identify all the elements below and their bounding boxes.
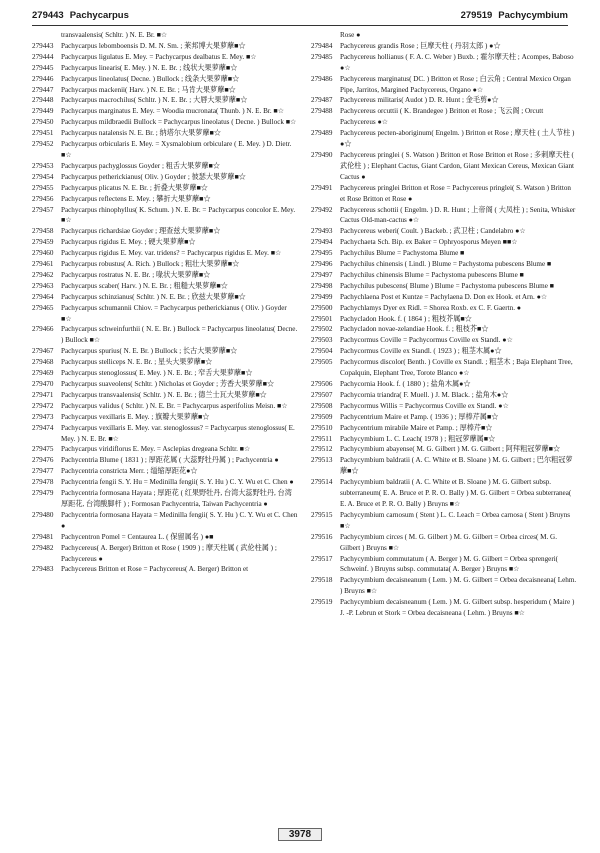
entry-number: 279450 xyxy=(32,118,54,127)
dictionary-entry xyxy=(32,303,298,325)
entry-number: 279453 xyxy=(32,161,54,170)
entry-number: 279493 xyxy=(311,227,333,236)
dictionary-entry xyxy=(32,85,298,96)
entry-number: 279459 xyxy=(32,238,54,247)
entry-text: Pachycarpus spurius( N. E. Br. ) Bullock ; 长古大果萝藦■☆ xyxy=(61,347,238,356)
entry-number: 279452 xyxy=(32,140,54,149)
entry-columns xyxy=(32,30,577,826)
entry-text: Pachycereus Britton et Rose = Pachycereus( A. Berger) Britton et xyxy=(61,565,249,574)
dictionary-entry xyxy=(32,161,298,172)
entry-text: Pachycarpus richardsiae Goyder ; 理查兹大果萝藦■☆ xyxy=(61,227,221,236)
entry-text: Pachychlamys Dyer ex Ridl. = Shorea Roxb. ex C. F. Gaertn. ● xyxy=(340,303,522,312)
dictionary-entry xyxy=(311,401,577,412)
entry-number: 279447 xyxy=(32,85,54,94)
entry-number: 279469 xyxy=(32,369,54,378)
dictionary-entry xyxy=(32,455,298,466)
dictionary-entry xyxy=(311,477,577,510)
dictionary-entry xyxy=(311,226,577,237)
entry-number: 279513 xyxy=(311,456,333,465)
entry-text: Pachycarpus petherickianus( Oliv. ) Goyder ; 彼瑟大果萝藦■☆ xyxy=(61,172,246,181)
dictionary-entry xyxy=(311,30,577,41)
entry-text: Pachycereus grandis Rose ; 巨摩天柱 ( 丹羽太郎 ) ●☆ xyxy=(340,41,501,50)
entry-number: 279490 xyxy=(311,150,333,159)
entry-text: Pachycentria formosana Hayata ; 厚距花 ( 红果野牡丹, 台湾大蕊野牡丹, 台湾厚距花, 台湾酸脚杆 ) ; Formosan Pachycentria, Taiwan Pachycentria ● xyxy=(61,489,292,508)
entry-number: 279471 xyxy=(32,390,54,399)
dictionary-entry xyxy=(311,434,577,445)
entry-number: 279467 xyxy=(32,347,54,356)
entry-text: Pachycarpus rostratus N. E. Br. ; 喙状大果萝藦■☆ xyxy=(61,270,211,279)
entry-number: 279468 xyxy=(32,358,54,367)
dictionary-entry xyxy=(32,128,298,139)
dictionary-entry xyxy=(32,63,298,74)
entry-number: 279507 xyxy=(311,390,333,399)
entry-number: 279492 xyxy=(311,205,333,214)
entry-number: 279451 xyxy=(32,129,54,138)
dictionary-entry xyxy=(311,324,577,335)
entry-text: Pachycymbium circes ( M. G. Gilbert ) M. G. Gilbert = Orbea circes( M. G. Gilbert ) Bruyns ■☆ xyxy=(340,532,557,552)
dictionary-entry xyxy=(32,346,298,357)
entry-text: Pachycarpus stelliceps N. E. Br. ; 星头大果萝藦■☆ xyxy=(61,358,213,367)
header-left xyxy=(32,10,129,21)
entry-number: 279487 xyxy=(311,96,333,105)
entry-text: Pachycarpus pachyglossus Goyder ; 粗舌大果萝藦■☆ xyxy=(61,161,221,170)
entry-text: Pachycarpus robustus( A. Rich. ) Bullock ; 粗壮大果萝藦■☆ xyxy=(61,260,240,269)
dictionary-entry xyxy=(32,270,298,281)
header-left-title: Pachycarpus xyxy=(69,10,129,21)
dictionary-entry xyxy=(311,575,577,597)
entry-number: 279491 xyxy=(311,183,333,192)
dictionary-entry xyxy=(32,52,298,63)
dictionary-entry xyxy=(32,281,298,292)
entry-number: 279506 xyxy=(311,380,333,388)
entry-text: Pachycarpus reflectens E. Mey. ; 攀折大果萝藦■☆ xyxy=(61,194,211,203)
entry-text: Pachycarpus mackenii( Harv. ) N. E. Br. ; 马肯大果萝藦■☆ xyxy=(61,85,236,94)
entry-text: Pachycarpus schinzianus( Schltr. ) N. E. Br. ; 欣兹大果萝藦■☆ xyxy=(61,292,246,301)
entry-text: Pachycymbium baldratii ( A. C. White et B. Sloane ) M. G. Gilbert subsp. subterraneum( E. A. Bruce et P. R. O. Bally ) M. G. Gilbert = Orbea subterranea( E. A. Bruce et P. R. O. Bally ) Bruyns ■☆ xyxy=(340,478,572,508)
dictionary-entry xyxy=(311,303,577,314)
header-right-title: Pachycymbium xyxy=(498,10,568,21)
dictionary-entry xyxy=(32,41,298,52)
dictionary-entry xyxy=(311,205,577,227)
entry-number: 279518 xyxy=(311,576,333,585)
dictionary-entry xyxy=(32,324,298,346)
dictionary-entry xyxy=(311,554,577,576)
entry-text: Pachycentrium Maire et Pamp. ( 1936 ) ; 厚棒芹属■☆ xyxy=(340,412,499,421)
entry-text: Pachycentria formosana Hayata = Medinilla fengii( S. Y. Hu ) C. Y. Wu et C. Chen ● xyxy=(61,510,298,530)
entry-text: Pachycormus Coville ex Standl. ( 1923 ) ; 粗茎木属●☆ xyxy=(340,347,502,356)
entry-text: Pachycentria Blume ( 1831 ) ; 厚距花属 ( 大蕊野牡丹属 ) ; Pachycentria ● xyxy=(61,456,279,465)
entry-number: 279464 xyxy=(32,292,54,301)
entry-number: 279504 xyxy=(311,347,333,356)
entry-text: Pachycarpus viridiflorus E. Mey. = Asclepias dregeana Schltr. ■☆ xyxy=(61,445,251,454)
entry-number: 279499 xyxy=(311,292,333,301)
entry-text: Pachycymbium abayense( M. G. Gilbert ) M. G. Gilbert ; 阿拜粗冠萝藦■☆ xyxy=(340,445,561,454)
dictionary-entry xyxy=(32,357,298,368)
dictionary-entry xyxy=(32,412,298,423)
dictionary-entry xyxy=(32,248,298,259)
entry-text: Pachycormus discolor( Benth. ) Coville ex Standl. ; 粗茎木 ; Baja Elephant Tree, Copalquin, Elephant Tree, Torote Blanco ●☆ xyxy=(340,358,573,378)
dictionary-entry xyxy=(311,597,577,619)
entry-text: Pachycarpus schumannii Chiov. = Pachycarpus petherickianus ( Oliv. ) Goyder ■☆ xyxy=(61,303,287,323)
entry-number: 279479 xyxy=(32,489,54,498)
dictionary-entry xyxy=(311,455,577,477)
entry-number: 279477 xyxy=(32,467,54,476)
dictionary-entry xyxy=(311,270,577,281)
entry-text: Pachycladon Hook. f. ( 1864 ) ; 粗枝芥属■☆ xyxy=(340,314,472,323)
entry-number: 279481 xyxy=(32,532,54,541)
dictionary-entry xyxy=(311,423,577,434)
entry-text: Pachychilus chinensis ( Lindl. ) Blume = Pachystoma pubescens Blume ■ xyxy=(340,260,552,269)
entry-number: 279496 xyxy=(311,260,333,269)
entry-number: 279509 xyxy=(311,412,333,421)
entry-number: 279512 xyxy=(311,445,333,454)
dictionary-entry xyxy=(311,52,577,74)
entry-text: Pachycarpus marginatus E. Mey. = Woodia mucronata( Thunb. ) N. E. Br. ■☆ xyxy=(61,107,285,116)
entry-number: 279472 xyxy=(32,401,54,410)
dictionary-entry xyxy=(32,95,298,106)
entry-number: 279470 xyxy=(32,380,54,388)
entry-number: 279502 xyxy=(311,325,333,334)
dictionary-entry xyxy=(32,139,298,161)
entry-text: Pachycarpus rigidus E. Mey. ; 硬大果萝藦■☆ xyxy=(61,238,196,247)
dictionary-entry xyxy=(32,390,298,401)
entry-text: Pachycentrium mirabile Maire et Pamp. ; 厚棒芹■☆ xyxy=(340,423,493,432)
entry-number: 279458 xyxy=(32,227,54,236)
entry-number: 279465 xyxy=(32,303,54,312)
entry-text: Pachycymbium L. C. Leach( 1978 ) ; 粗冠萝藦属■☆ xyxy=(340,434,496,443)
header-rule xyxy=(32,25,568,26)
entry-number: 279476 xyxy=(32,456,54,465)
entry-text: Pachycarpus linearis( E. Mey. ) N. E. Br. ; 线状大果萝藦■☆ xyxy=(61,63,238,72)
entry-number: 279466 xyxy=(32,325,54,334)
entry-number: 279456 xyxy=(32,194,54,203)
dictionary-entry xyxy=(32,259,298,270)
entry-text: Pachycymbium commutatum ( A. Berger ) M. G. Gilbert = Orbea sprengeri( Schweinf. ) Bruyns subsp. commutata( A. Berger ) Bruyns ■☆ xyxy=(340,554,559,574)
dictionary-entry xyxy=(32,466,298,477)
entry-number: 279444 xyxy=(32,52,54,61)
entry-text: Rose ● xyxy=(340,31,361,39)
entry-text: Pachycarpus lineolatus( Decne. ) Bullock ; 线条大果萝藦■☆ xyxy=(61,74,240,83)
dictionary-entry xyxy=(32,183,298,194)
dictionary-entry xyxy=(311,532,577,554)
entry-number: 279449 xyxy=(32,107,54,116)
entry-text: Pachycarpus lebomboensis D. M. N. Sm. ; 莱邦博大果萝藦■☆ xyxy=(61,41,246,50)
entry-text: Pachycornia triandra( F. Muell. ) J. M. Black. ; 盐角木●☆ xyxy=(340,390,509,399)
dictionary-entry xyxy=(32,106,298,117)
entry-text: Pachycarpus mildbraedii Bullock = Pachycarpus lineolatus ( Decne. ) Bullock ■☆ xyxy=(61,118,297,127)
entry-text: Pachycormus Willis = Pachycormus Coville ex Standl. ●☆ xyxy=(340,401,510,410)
entry-number: 279473 xyxy=(32,412,54,421)
entry-text: Pachycentria fengii S. Y. Hu = Medinilla fengii( S. Y. Hu ) C. Y. Wu et C. Chen ● xyxy=(61,478,294,487)
dictionary-entry xyxy=(32,292,298,303)
entry-text: Pachycymbium decaisneanum ( Lem. ) M. G. Gilbert = Orbea decaisneana( Lehm. ) Bruyns ■☆ xyxy=(340,576,577,596)
dictionary-entry xyxy=(311,510,577,532)
entry-number: 279475 xyxy=(32,445,54,454)
header-left-code: 279443 xyxy=(32,10,64,21)
entry-text: Pachycereus schottii ( Engelm. ) D. R. Hunt ; 上帝阁 ( 大凤柱 ) ; Senita, Whisker Cactus Old-man-cactus ●☆ xyxy=(340,205,576,225)
entry-text: Pachycarpus natalensis N. E. Br. ; 纳塔尔大果萝藦■☆ xyxy=(61,129,221,138)
dictionary-entry xyxy=(32,401,298,412)
dictionary-entry xyxy=(32,226,298,237)
entry-text: Pachycereus marginatus( DC. ) Britton et Rose ; 白云角 ; Central Mexico Organ Pipe, Jarritos, Margined Pachycereus, Organo ●☆ xyxy=(340,74,571,94)
dictionary-entry xyxy=(32,117,298,128)
entry-number: 279455 xyxy=(32,183,54,192)
entry-text: Pachycarpus transvaalensis( Schltr. ) N. E. Br. ; 德兰士瓦大果萝藦■☆ xyxy=(61,390,267,399)
entry-number: 279497 xyxy=(311,270,333,279)
entry-text: Pachycarpus ligulatus E. Mey. = Pachycarpus dealbatus E. Mey. ■☆ xyxy=(61,52,257,61)
entry-number: 279519 xyxy=(311,598,333,607)
entry-number: 279482 xyxy=(32,543,54,552)
page-footer xyxy=(0,829,600,840)
dictionary-entry xyxy=(32,510,298,532)
page-number: 3978 xyxy=(278,828,322,841)
dictionary-entry xyxy=(311,128,577,150)
entry-text: Pachycarpus vexillaris E. Mey. var. stenoglossus? = Pachycarpus stenoglossus( E. Mey. ) N. E. Br. ■☆ xyxy=(61,423,295,443)
entry-number: 279483 xyxy=(32,565,54,574)
dictionary-entry xyxy=(311,335,577,346)
entry-number: 279480 xyxy=(32,510,54,519)
dictionary-entry xyxy=(311,379,577,390)
dictionary-entry xyxy=(32,205,298,227)
entry-number: 279508 xyxy=(311,401,333,410)
dictionary-entry xyxy=(32,237,298,248)
entry-text: Pachycymbium baldratii ( A. C. White et B. Sloane ) M. G. Gilbert ; 巴尔粗冠萝藦■☆ xyxy=(340,456,573,476)
dictionary-entry xyxy=(32,444,298,455)
dictionary-entry xyxy=(311,292,577,303)
entry-text: Pachycereus( A. Berger) Britton et Rose ( 1909 ) ; 摩天柱属 ( 武伦柱属 ) ; Pachycereus ● xyxy=(61,543,277,563)
entry-number: 279516 xyxy=(311,532,333,541)
dictionary-entry xyxy=(32,30,298,41)
dictionary-entry xyxy=(32,379,298,390)
dictionary-entry xyxy=(311,259,577,270)
entry-text: Pachycarpus plicatus N. E. Br. ; 折叠大果萝藦■☆ xyxy=(61,183,208,192)
entry-text: Pachycarpus suaveolens( Schltr. ) Nicholas et Goyder ; 芳香大果萝藦■☆ xyxy=(61,380,275,388)
dictionary-entry xyxy=(311,41,577,52)
dictionary-entry xyxy=(32,194,298,205)
header-right xyxy=(461,10,568,21)
entry-text: Pachycarpus vexillaris E. Mey. ; 旗瓣大果萝藦■☆ xyxy=(61,412,210,421)
running-header xyxy=(32,10,568,26)
entry-number: 279503 xyxy=(311,336,333,345)
dictionary-entry xyxy=(311,390,577,401)
dictionary-entry xyxy=(32,532,298,543)
entry-text: Pachychilus chinensis Blume = Pachystoma pubescens Blume ■ xyxy=(340,270,524,279)
dictionary-entry xyxy=(311,444,577,455)
dictionary-entry xyxy=(32,74,298,85)
entry-text: Pachycereus militaris( Audot ) D. R. Hunt ; 金毛剪●☆ xyxy=(340,96,499,105)
entry-text: Pachycymbium carnosum ( Stent ) L. C. Leach = Orbea carnosa ( Stent ) Bruyns ■☆ xyxy=(340,510,571,530)
entry-number: 279461 xyxy=(32,260,54,269)
entry-text: Pachycentron Pomel = Centaurea L. ( 保留属名 ) ●■ xyxy=(61,532,214,541)
entry-number: 279448 xyxy=(32,96,54,105)
entry-number: 279488 xyxy=(311,107,333,116)
entry-number: 279498 xyxy=(311,281,333,290)
entry-number: 279489 xyxy=(311,129,333,138)
entry-text: Pachycereus pecten-aboriginum( Engelm. ) Britton et Rose ; 摩天柱 ( 土人节柱 ) ●☆ xyxy=(340,129,575,149)
entry-text: Pachychaeta Sch. Bip. ex Baker = Ophryosporus Meyen ■■☆ xyxy=(340,238,518,247)
entry-number: 279510 xyxy=(311,423,333,432)
entry-text: Pachycornia Hook. f. ( 1880 ) ; 盐角木属●☆ xyxy=(340,380,471,388)
entry-number: 279460 xyxy=(32,249,54,258)
entry-number: 279495 xyxy=(311,249,333,258)
entry-text: Pachycereus hollianus ( F. A. C. Weber ) Buxb. ; 霍尔摩天柱 ; Acompes, Baboso ●☆ xyxy=(340,52,574,72)
entry-number: 279505 xyxy=(311,358,333,367)
dictionary-entry xyxy=(311,281,577,292)
entry-number: 279484 xyxy=(311,41,333,50)
dictionary-entry xyxy=(311,237,577,248)
entry-number: 279485 xyxy=(311,52,333,61)
entry-text: Pachycereus weberi( Coult. ) Backeb. ; 武卫柱 ; Candelabro ●☆ xyxy=(340,227,526,236)
dictionary-entry xyxy=(32,172,298,183)
dictionary-entry xyxy=(311,74,577,96)
entry-text: Pachychlaena Post et Kuntze = Pachylaena D. Don ex Hook. et Arn. ●☆ xyxy=(340,292,548,301)
dictionary-entry xyxy=(311,314,577,325)
entry-text: Pachycarpus rhinophyllus( K. Schum. ) N. E. Br. = Pachycarpus concolor E. Mey. ■☆ xyxy=(61,205,296,225)
entry-number: 279445 xyxy=(32,63,54,72)
entry-text: Pachycarpus scaber( Harv. ) N. E. Br. ; 粗糙大果萝藦■☆ xyxy=(61,281,228,290)
entry-number: 279478 xyxy=(32,478,54,487)
dictionary-entry xyxy=(32,564,298,575)
dictionary-entry xyxy=(311,183,577,205)
entry-text: Pachycarpus orbicularis E. Mey. = Xysmalobium orbiculare ( E. Mey. ) D. Dietr. ■☆ xyxy=(61,140,292,159)
dictionary-entry xyxy=(32,477,298,488)
entry-number: 279446 xyxy=(32,74,54,83)
entry-text: Pachycymbium decaisneanum ( Lem. ) M. G. Gilbert subsp. hesperidum ( Maire ) J. -P. Lebrun et Stork = Orbea decaisneana ( Lehm. ) Bruyns ■☆ xyxy=(340,598,575,618)
entry-text: transvaalensis( Schltr. ) N. E. Br. ■☆ xyxy=(61,31,168,39)
dictionary-entry xyxy=(32,543,298,565)
entry-text: Pachychilus Blume = Pachystoma Blume ■ xyxy=(340,249,465,258)
entry-text: Pachycarpus schweinfurthii ( N. E. Br. ) Bullock = Pachycarpus lineolatus( Decne. ) Bullock ■☆ xyxy=(61,325,298,345)
entry-text: Pachycarpus rigidus E. Mey. var. tridens? = Pachycarpus rigidus E. Mey. ■☆ xyxy=(61,249,282,258)
entry-number: 279501 xyxy=(311,314,333,323)
dictionary-entry xyxy=(311,412,577,423)
entry-number: 279474 xyxy=(32,423,54,432)
entry-text: Pachychilus pubescens( Blume ) Blume = Pachystoma pubescens Blume ■ xyxy=(340,281,554,290)
dictionary-entry xyxy=(32,423,298,445)
entry-number: 279486 xyxy=(311,74,333,83)
dictionary-entry xyxy=(311,248,577,259)
entry-text: Pachycarpus stenoglossus( E. Mey. ) N. E. Br. ; 窄舌大果萝藦■☆ xyxy=(61,369,253,378)
dictionary-entry xyxy=(32,368,298,379)
dictionary-entry xyxy=(311,150,577,183)
dictionary-entry xyxy=(311,95,577,106)
entry-number: 279515 xyxy=(311,510,333,519)
dictionary-entry xyxy=(32,488,298,510)
entry-number: 279500 xyxy=(311,303,333,312)
entry-number: 279443 xyxy=(32,41,54,50)
entry-text: Pachycarpus macrochilus( Schltr. ) N. E. Br. ; 大唇大果萝藦■☆ xyxy=(61,96,248,105)
entry-number: 279462 xyxy=(32,270,54,279)
dictionary-entry xyxy=(311,346,577,357)
dictionary-entry xyxy=(311,357,577,379)
entry-number: 279457 xyxy=(32,205,54,214)
left-column xyxy=(32,30,298,826)
entry-number: 279517 xyxy=(311,554,333,563)
entry-text: Pachycladon novae-zelandiae Hook. f. ; 粗枝芥■☆ xyxy=(340,325,489,334)
entry-text: Pachycentria constricta Merr. ; 缢缩厚距花●☆ xyxy=(61,467,198,476)
right-column xyxy=(311,30,577,826)
entry-number: 279514 xyxy=(311,478,333,487)
entry-text: Pachycereus orcuttii ( K. Brandegee ) Britton et Rose ; 飞云阁 ; Orcutt Pachycereus ●☆ xyxy=(340,107,544,127)
dictionary-entry xyxy=(311,106,577,128)
entry-number: 279463 xyxy=(32,281,54,290)
entry-text: Pachycereus pringlei ( S. Watson ) Britton et Rose Britton et Rose ; 多刺摩天柱 ( 武伦柱 ) ; Elephant Cactus, Giant Cardon, Giant Mexican Cereus, Mexican Giant Cactus ● xyxy=(340,150,574,181)
header-right-code: 279519 xyxy=(460,10,493,21)
entry-number: 279494 xyxy=(311,238,333,247)
entry-number: 279511 xyxy=(311,434,333,443)
entry-text: Pachycereus pringlei Britton et Rose = Pachycereus pringlei( S. Watson ) Britton et Rose Britton et Rose ● xyxy=(340,183,571,203)
entry-number: 279454 xyxy=(32,172,54,181)
entry-text: Pachycarpus validus ( Schltr. ) N. E. Br. = Pachycarpus asperifolius Meisn. ■☆ xyxy=(61,401,288,410)
entry-text: Pachycormus Coville = Pachycormus Coville ex Standl. ●☆ xyxy=(340,336,514,345)
